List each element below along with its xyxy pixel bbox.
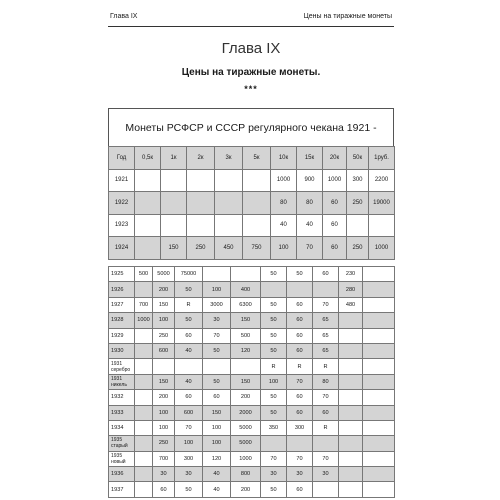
- price-cell: 70: [287, 451, 313, 466]
- price-cell: 30: [175, 467, 203, 482]
- price-cell: [339, 390, 363, 405]
- price-cell: 200: [231, 390, 261, 405]
- price-cell: [261, 436, 287, 451]
- price-cell: 60: [287, 390, 313, 405]
- price-cell: 480: [339, 297, 363, 312]
- price-cell: R: [261, 359, 287, 374]
- column-header: 20к: [323, 147, 347, 170]
- price-cell: 65: [313, 343, 339, 358]
- price-cell: [203, 359, 231, 374]
- price-cell: 100: [203, 420, 231, 435]
- price-cell: 150: [231, 374, 261, 389]
- price-cell: [187, 169, 215, 192]
- price-cell: [339, 374, 363, 389]
- table-row: [109, 420, 395, 435]
- year-cell: 1923: [109, 214, 135, 237]
- price-cell: [135, 282, 153, 297]
- year-cell: 1929: [109, 328, 135, 343]
- price-cell: [313, 436, 339, 451]
- price-cell: 80: [313, 374, 339, 389]
- price-cell: 50: [261, 482, 287, 497]
- price-cell: 65: [313, 313, 339, 328]
- price-cell: 60: [175, 390, 203, 405]
- column-header: 3к: [215, 147, 243, 170]
- price-cell: 700: [135, 297, 153, 312]
- price-cell: 60: [153, 482, 175, 497]
- price-table-upper: [108, 146, 395, 260]
- price-cell: 120: [231, 343, 261, 358]
- price-cell: [313, 482, 339, 497]
- price-cell: [231, 359, 261, 374]
- table-row: [109, 451, 395, 466]
- price-cell: R: [287, 359, 313, 374]
- running-header-right: Цены на тиражные монеты: [303, 13, 392, 20]
- year-cell: 1934: [109, 420, 135, 435]
- price-cell: 30: [153, 467, 175, 482]
- price-cell: [161, 214, 187, 237]
- price-cell: [135, 420, 153, 435]
- price-cell: 40: [175, 374, 203, 389]
- table-row: [109, 359, 395, 374]
- price-cell: 200: [231, 482, 261, 497]
- price-cell: 70: [313, 451, 339, 466]
- price-cell: 75000: [175, 267, 203, 282]
- year-cell: 1931 серебро: [109, 359, 135, 374]
- price-cell: 250: [187, 237, 215, 260]
- year-cell: 1927: [109, 297, 135, 312]
- price-cell: [231, 267, 261, 282]
- price-cell: [135, 214, 161, 237]
- price-cell: 80: [271, 192, 297, 215]
- price-cell: 2000: [231, 405, 261, 420]
- price-cell: 40: [203, 467, 231, 482]
- price-cell: [135, 359, 153, 374]
- year-cell: 1933: [109, 405, 135, 420]
- price-cell: 60: [323, 214, 347, 237]
- price-cell: 30: [287, 467, 313, 482]
- price-cell: 250: [153, 328, 175, 343]
- table-row: [109, 374, 395, 389]
- price-cell: 60: [313, 405, 339, 420]
- table-row: [109, 467, 395, 482]
- column-header: 1руб.: [369, 147, 395, 170]
- price-cell: [339, 359, 363, 374]
- price-cell: 60: [287, 297, 313, 312]
- price-cell: [339, 405, 363, 420]
- price-cell: 50: [175, 313, 203, 328]
- price-cell: [215, 214, 243, 237]
- price-cell: 5000: [231, 420, 261, 435]
- price-cell: 1000: [135, 313, 153, 328]
- price-cell: 750: [243, 237, 271, 260]
- price-cell: [363, 405, 395, 420]
- price-cell: 450: [215, 237, 243, 260]
- price-cell: [135, 343, 153, 358]
- table-row: [109, 237, 395, 260]
- price-cell: 3000: [203, 297, 231, 312]
- price-cell: [135, 374, 153, 389]
- year-cell: 1935 новый: [109, 451, 135, 466]
- price-cell: 300: [175, 451, 203, 466]
- price-cell: 50: [261, 313, 287, 328]
- price-cell: 100: [203, 282, 231, 297]
- price-cell: 50: [287, 267, 313, 282]
- price-cell: 50: [261, 328, 287, 343]
- price-cell: 50: [175, 482, 203, 497]
- table-row: [109, 482, 395, 497]
- table-row: [109, 436, 395, 451]
- price-cell: [187, 192, 215, 215]
- price-cell: 50: [261, 405, 287, 420]
- price-cell: [339, 482, 363, 497]
- price-cell: 230: [339, 267, 363, 282]
- price-cell: [135, 482, 153, 497]
- price-cell: 50: [261, 390, 287, 405]
- price-cell: 2200: [369, 169, 395, 192]
- price-cell: 300: [287, 420, 313, 435]
- year-cell: 1930: [109, 343, 135, 358]
- price-cell: [161, 192, 187, 215]
- price-cell: 100: [153, 405, 175, 420]
- year-cell: 1936: [109, 467, 135, 482]
- price-cell: 19000: [369, 192, 395, 215]
- table-row: [109, 192, 395, 215]
- price-cell: 60: [313, 267, 339, 282]
- running-header-left: Глава IX: [110, 13, 138, 20]
- price-cell: 150: [231, 313, 261, 328]
- price-cell: 70: [287, 374, 313, 389]
- price-cell: 1000: [271, 169, 297, 192]
- table-title: Монеты РСФСР и СССР регулярного чекана 1921 -: [108, 108, 394, 146]
- price-cell: 65: [313, 328, 339, 343]
- price-cell: [339, 343, 363, 358]
- column-header: 10к: [271, 147, 297, 170]
- column-header: Год: [109, 147, 135, 170]
- column-header: 0,5к: [135, 147, 161, 170]
- price-cell: [153, 359, 175, 374]
- price-cell: [339, 328, 363, 343]
- chapter-title: Глава IX: [221, 40, 281, 57]
- price-cell: 800: [231, 467, 261, 482]
- price-cell: 60: [287, 343, 313, 358]
- price-cell: [347, 214, 369, 237]
- price-cell: 50: [175, 282, 203, 297]
- price-cell: [135, 451, 153, 466]
- header-row: [109, 147, 395, 170]
- price-cell: 200: [153, 282, 175, 297]
- price-cell: [363, 451, 395, 466]
- price-cell: 5000: [153, 267, 175, 282]
- price-cell: [243, 214, 271, 237]
- price-cell: 100: [271, 237, 297, 260]
- price-cell: [161, 169, 187, 192]
- price-cell: [363, 328, 395, 343]
- price-cell: 100: [153, 420, 175, 435]
- price-cell: 1000: [231, 451, 261, 466]
- price-cell: 50: [203, 374, 231, 389]
- price-cell: [135, 390, 153, 405]
- price-cell: 30: [261, 467, 287, 482]
- price-cell: 70: [261, 451, 287, 466]
- price-cell: 150: [153, 297, 175, 312]
- year-cell: 1925: [109, 267, 135, 282]
- price-cell: 60: [175, 328, 203, 343]
- year-cell: 1922: [109, 192, 135, 215]
- table-row: [109, 267, 395, 282]
- price-cell: [363, 297, 395, 312]
- year-cell: 1935 старый: [109, 436, 135, 451]
- column-header: 2к: [187, 147, 215, 170]
- section-separator: ***: [244, 84, 258, 94]
- price-cell: 80: [297, 192, 323, 215]
- price-cell: 600: [175, 405, 203, 420]
- price-cell: 40: [297, 214, 323, 237]
- price-cell: [363, 436, 395, 451]
- price-cell: 40: [175, 343, 203, 358]
- price-cell: [363, 282, 395, 297]
- column-header: 5к: [243, 147, 271, 170]
- price-cell: [339, 313, 363, 328]
- price-cell: [187, 214, 215, 237]
- price-cell: [313, 282, 339, 297]
- price-cell: 150: [153, 374, 175, 389]
- price-cell: 5000: [231, 436, 261, 451]
- price-cell: [135, 436, 153, 451]
- chapter-subtitle: Цены на тиражные монеты.: [181, 67, 321, 78]
- table-row: [109, 169, 395, 192]
- price-cell: [243, 169, 271, 192]
- table-row: [109, 313, 395, 328]
- price-cell: [363, 343, 395, 358]
- table-row: [109, 405, 395, 420]
- price-table-lower: [108, 266, 395, 498]
- price-cell: [135, 467, 153, 482]
- price-cell: [339, 467, 363, 482]
- year-cell: 1932: [109, 390, 135, 405]
- year-cell: 1928: [109, 313, 135, 328]
- price-cell: [363, 420, 395, 435]
- price-cell: [287, 282, 313, 297]
- price-cell: [135, 169, 161, 192]
- price-cell: 250: [347, 192, 369, 215]
- price-cell: 500: [135, 267, 153, 282]
- price-cell: 60: [287, 482, 313, 497]
- price-cell: 30: [203, 313, 231, 328]
- table-row: [109, 328, 395, 343]
- price-cell: [363, 313, 395, 328]
- price-cell: [363, 467, 395, 482]
- price-cell: [203, 267, 231, 282]
- price-cell: [135, 237, 161, 260]
- price-cell: 100: [175, 436, 203, 451]
- column-header: 1к: [161, 147, 187, 170]
- price-cell: 1000: [323, 169, 347, 192]
- price-cell: R: [313, 420, 339, 435]
- column-header: 50к: [347, 147, 369, 170]
- price-cell: [135, 405, 153, 420]
- price-cell: [363, 359, 395, 374]
- price-cell: 250: [347, 237, 369, 260]
- price-cell: 70: [297, 237, 323, 260]
- year-cell: 1931 никель: [109, 374, 135, 389]
- price-cell: [363, 374, 395, 389]
- price-cell: 60: [287, 405, 313, 420]
- price-cell: 900: [297, 169, 323, 192]
- running-header: [108, 10, 394, 27]
- price-cell: 250: [153, 436, 175, 451]
- price-cell: 600: [153, 343, 175, 358]
- price-cell: 50: [261, 267, 287, 282]
- price-cell: 60: [287, 328, 313, 343]
- price-cell: 150: [203, 405, 231, 420]
- price-cell: 70: [203, 328, 231, 343]
- price-cell: 100: [261, 374, 287, 389]
- price-cell: 500: [231, 328, 261, 343]
- price-cell: 70: [313, 297, 339, 312]
- price-cell: 60: [323, 192, 347, 215]
- price-cell: 60: [287, 313, 313, 328]
- price-cell: 40: [203, 482, 231, 497]
- price-cell: [135, 328, 153, 343]
- price-cell: 40: [271, 214, 297, 237]
- price-cell: [287, 436, 313, 451]
- price-cell: [363, 390, 395, 405]
- price-cell: 200: [153, 390, 175, 405]
- year-cell: 1926: [109, 282, 135, 297]
- price-cell: 150: [161, 237, 187, 260]
- year-cell: 1937: [109, 482, 135, 497]
- year-cell: 1921: [109, 169, 135, 192]
- price-cell: [363, 267, 395, 282]
- price-cell: 70: [313, 390, 339, 405]
- price-cell: 60: [203, 390, 231, 405]
- table-row: [109, 282, 395, 297]
- price-cell: [363, 482, 395, 497]
- price-cell: [243, 192, 271, 215]
- price-cell: 50: [261, 343, 287, 358]
- table-row: [109, 343, 395, 358]
- table-row: [109, 390, 395, 405]
- price-cell: [369, 214, 395, 237]
- price-cell: 350: [261, 420, 287, 435]
- price-cell: 100: [203, 436, 231, 451]
- price-cell: 1000: [369, 237, 395, 260]
- year-cell: 1924: [109, 237, 135, 260]
- price-cell: 70: [175, 420, 203, 435]
- price-cell: 100: [153, 313, 175, 328]
- price-cell: 6300: [231, 297, 261, 312]
- price-cell: 30: [313, 467, 339, 482]
- column-header: 15к: [297, 147, 323, 170]
- price-cell: 280: [339, 282, 363, 297]
- price-cell: 300: [347, 169, 369, 192]
- price-cell: 700: [153, 451, 175, 466]
- price-cell: [135, 192, 161, 215]
- price-cell: R: [175, 297, 203, 312]
- price-cell: 60: [323, 237, 347, 260]
- price-cell: 50: [203, 343, 231, 358]
- price-cell: 50: [261, 297, 287, 312]
- price-cell: 400: [231, 282, 261, 297]
- price-cell: [175, 359, 203, 374]
- price-cell: R: [313, 359, 339, 374]
- price-cell: 120: [203, 451, 231, 466]
- price-cell: [261, 282, 287, 297]
- price-cell: [215, 169, 243, 192]
- price-cell: [339, 451, 363, 466]
- price-cell: [339, 436, 363, 451]
- table-row: [109, 214, 395, 237]
- price-cell: [215, 192, 243, 215]
- table-row: [109, 297, 395, 312]
- price-cell: [339, 420, 363, 435]
